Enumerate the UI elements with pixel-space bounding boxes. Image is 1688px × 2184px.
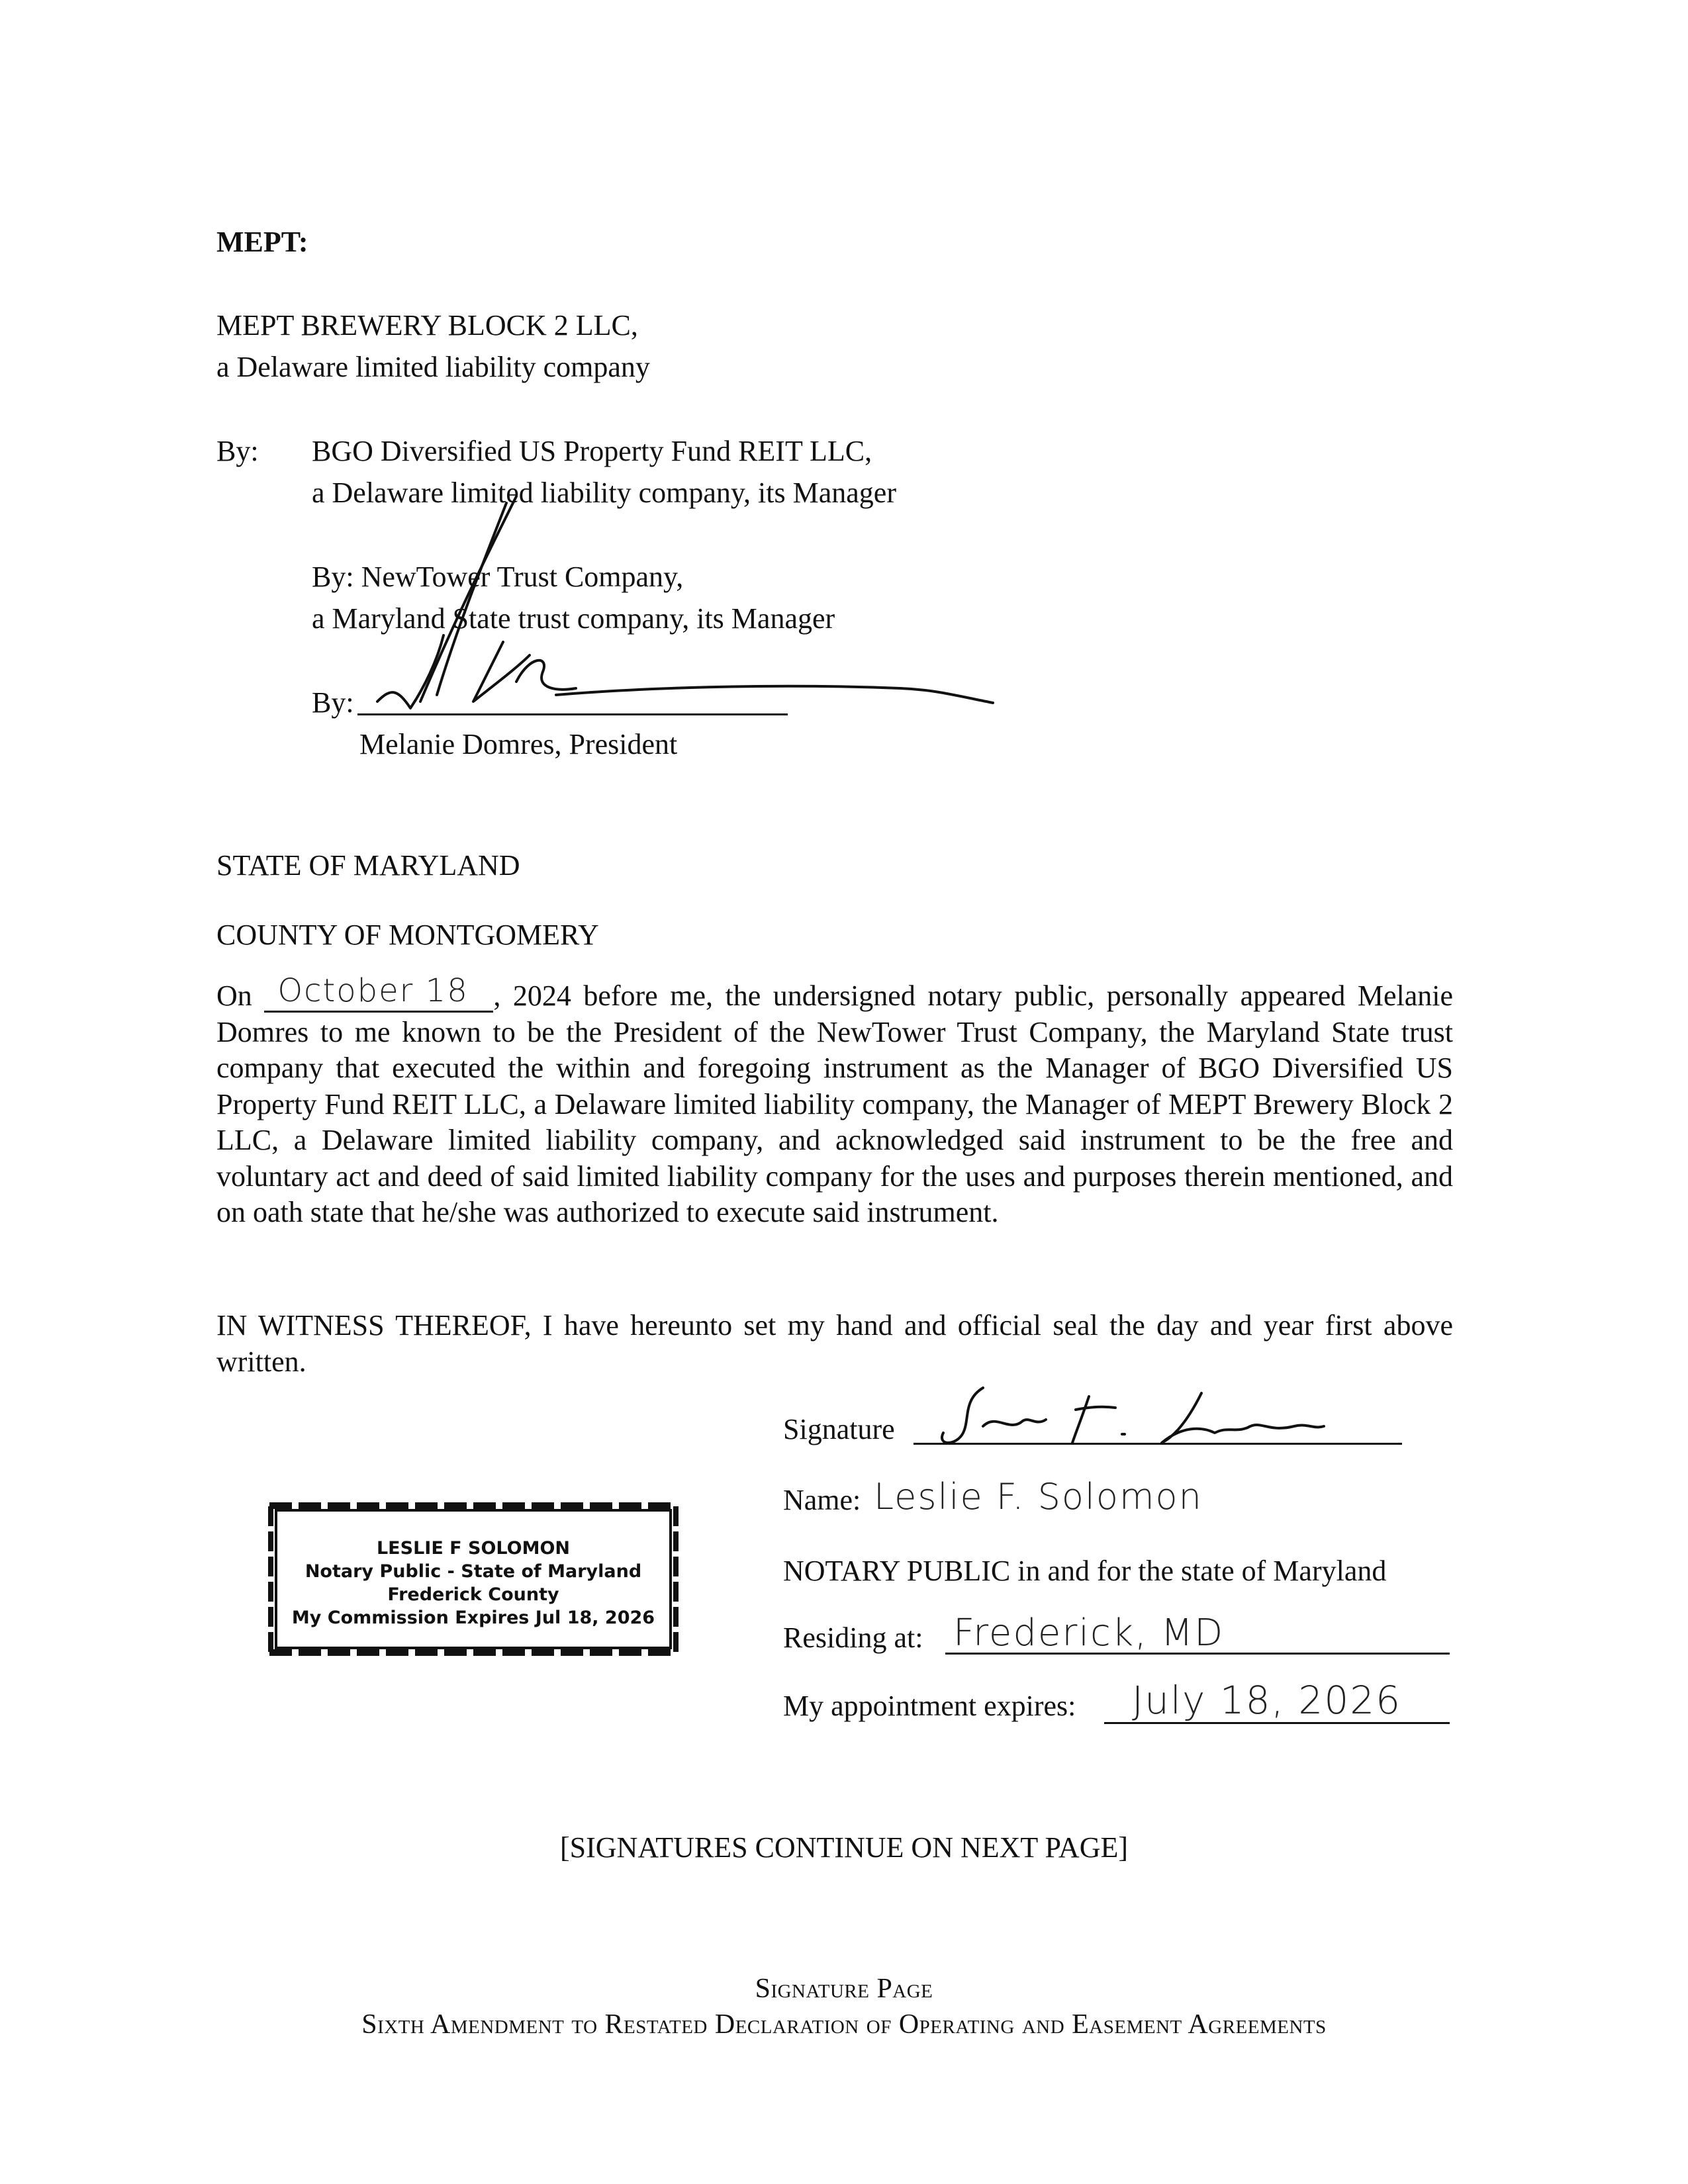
entity-description: a Delaware limited liability company [216, 351, 650, 383]
residing-handwritten: Frederick, MD [953, 1612, 1225, 1655]
signer-name: Melanie Domres, President [359, 728, 678, 760]
appointment-label: My appointment expires: [783, 1690, 1076, 1722]
county-heading: COUNTY OF MONTGOMERY [216, 919, 599, 951]
footer-title: Signature Page [755, 1974, 933, 2004]
section-label: MEPT: [216, 226, 308, 258]
by-label: By: [216, 435, 259, 467]
stamp-line-2: Notary Public - State of Maryland [305, 1561, 642, 1582]
sub-manager-name: By: NewTower Trust Company, [312, 561, 684, 593]
stamp-line-1: LESLIE F SOLOMON [376, 1538, 571, 1559]
signature-label: Signature [783, 1413, 895, 1445]
notary-signature [923, 1380, 1347, 1453]
acknowledgment-paragraph [216, 972, 1454, 1231]
state-heading: STATE OF MARYLAND [216, 849, 520, 882]
footer-subtitle: Sixth Amendment to Restated Declaration of Operating and Easement Agreements [361, 2009, 1327, 2040]
stamp-line-3: Frederick County [387, 1584, 559, 1605]
entity-name: MEPT BREWERY BLOCK 2 LLC, [216, 309, 638, 341]
date-handwritten: October 18 [277, 972, 469, 1009]
notary-public-text: NOTARY PUBLIC in and for the state of Maryland [783, 1555, 1387, 1587]
stamp-line-4: My Commission Expires Jul 18, 2026 [291, 1608, 655, 1628]
sub-manager-description: a Maryland State trust company, its Manager [312, 602, 835, 635]
residing-label: Residing at: [783, 1621, 923, 1654]
stamp-left-edge [268, 1506, 273, 1652]
name-label: Name: [783, 1484, 861, 1516]
on-label: On [216, 979, 252, 1012]
manager-name: BGO Diversified US Property Fund REIT LLC, [312, 435, 872, 467]
appointment-handwritten: July 18, 2026 [1132, 1678, 1402, 1723]
acknowledgment-text: , 2024 before me, the undersigned notary public, personally appeared Melanie Domres to me known to be the President of the NewTower Trust Company, the Maryland State trust company that executed the within and foregoing instrument as the Manager of BGO Diversified US Property Fund REIT LLC, a Delaware limited liability company, the Manager of MEPT Brewery Block 2 LLC, a Delaware limited liability company, and acknowledged said instrument to be the free and voluntary act and deed of said limited liability company for the uses and purposes therein mentioned, and on oath state that he/she was authorized to execute said instrument. [216, 979, 1454, 1228]
signer-by-label: By: [312, 686, 354, 719]
date-blank [264, 972, 493, 1013]
continue-note: [SIGNATURES CONTINUE ON NEXT PAGE] [560, 1831, 1128, 1864]
president-signature [357, 490, 1006, 715]
manager-description: a Delaware limited liability company, its Manager [312, 477, 896, 509]
name-handwritten: Leslie F. Solomon [874, 1476, 1203, 1518]
stamp-right-edge [673, 1506, 679, 1652]
witness-paragraph: IN WITNESS THEREOF, I have hereunto set my hand and official seal the day and year first above written. [216, 1309, 1453, 1378]
notary-seal-stamp [275, 1509, 672, 1649]
